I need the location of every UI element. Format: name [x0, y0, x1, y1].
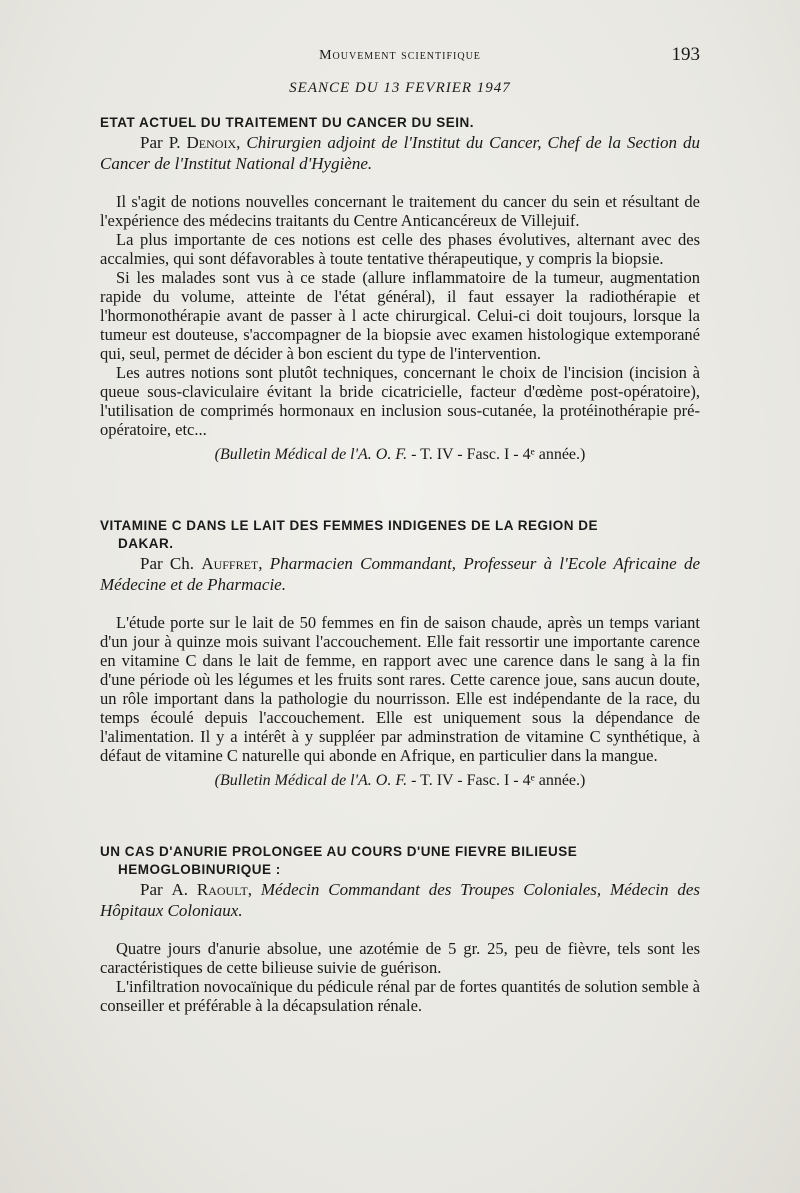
article-byline: [100, 879, 700, 921]
paragraph: Si les malades sont vus à ce stade (allure inflammatoire de la tumeur, augmentation rapide du volume, atteinte de l'état général), il faut essayer la radiothérapie et l'hormonothérapie avant de passer à l acte chirurgical. Celui-ci doit toujours, lorsque la tumeur est douteuse, s'accompagner de la biopsie avec examen histologique extemporané qui, seul, permet de décider à bon escient du type de l'intervention.: [100, 268, 700, 363]
article-title-continued: HEMOGLOBINURIQUE :: [118, 862, 281, 877]
article-title: UN CAS D'ANURIE PROLONGEE AU COURS D'UNE FIEVRE BILIEUSE: [100, 844, 578, 859]
source-journal: (Bulletin Médical de l'A. O. F.: [214, 446, 408, 463]
source-journal: (Bulletin Médical de l'A. O. F.: [214, 772, 408, 789]
article-anuria: [100, 843, 700, 1015]
source-citation: [100, 445, 700, 465]
author-name: Auffret,: [201, 554, 263, 573]
source-volume: - T. IV - Fasc. I - 4ᵉ année.): [407, 446, 586, 463]
author-name: A. Raoult,: [171, 880, 253, 899]
author-role: Pharmacien Commandant, Professeur à l'Ecole Africaine de Médecine et de Pharmacie.: [100, 554, 701, 594]
author-role: Chirurgien adjoint de l'Institut du Cancer, Chef de la Section du Cancer de l'Institut National d'Hygiène.: [100, 133, 701, 173]
paragraph: L'infiltration novocaïnique du pédicule rénal par de fortes quantités de solution semble à conseiller et préférable à la décapsulation rénale.: [100, 977, 700, 1015]
article-vitamin-c: [100, 517, 700, 791]
article-byline: [100, 132, 700, 174]
paragraph: L'étude porte sur le lait de 50 femmes en fin de saison chaude, après un temps variant d'un jour à quinze mois suivant l'accouchement. Elle fait ressortir une importante carence en vitamine C dans le lait de femme, en rapport avec une carence dans le sang à la fin d'une période où les légumes et les fruits sont rares. Cette carence joue, sans aucun doute, un rôle important dans la pathologie du nourrisson. Elle est indépendante de la race, du temps écoulé depuis l'accouchement. Elle est uniquement sous la dépendance de l'alimentation. Il y a intérêt à y suppléer par adminstration de vitamine C synthétique, à défaut de vitamine C naturelle qui abonde en Afrique, en particulier dans la mangue.: [100, 613, 700, 765]
byline-prefix: Par Ch.: [140, 554, 202, 573]
session-heading: SEANCE DU 13 FEVRIER 1947: [289, 80, 511, 96]
article-title-continued: DAKAR.: [118, 536, 174, 551]
paragraph: Quatre jours d'anurie absolue, une azotémie de 5 gr. 25, peu de fièvre, tels sont les caractéristiques de cette bilieuse suivie de guérison.: [100, 939, 700, 977]
page-number: 193: [671, 44, 700, 65]
article-title: ETAT ACTUEL DU TRAITEMENT DU CANCER DU SEIN.: [100, 115, 474, 130]
source-citation: [100, 771, 700, 791]
paragraph: Les autres notions sont plutôt techniques, concernant le choix de l'incision (incision à queue sous-claviculaire évitant la bride cicatricielle, facteur d'œdème post-opératoire), l'utilisation de comprimés hormonaux en inclusion sous-cutanée, la protéinothérapie pré-opératoire, etc...: [100, 363, 700, 439]
article-byline: [100, 553, 700, 595]
author-name: P. Denoix,: [168, 133, 241, 152]
byline-prefix: Par: [140, 133, 169, 152]
author-role: Médecin Commandant des Troupes Coloniales, Médecin des Hôpitaux Coloniaux.: [100, 880, 700, 920]
source-volume: - T. IV - Fasc. I - 4ᵉ année.): [407, 772, 586, 789]
paragraph: Il s'agit de notions nouvelles concernant le traitement du cancer du sein et résultant de l'expérience des médecins traitants du Centre Anticancéreux de Villejuif.: [100, 192, 700, 230]
byline-prefix: Par: [140, 880, 172, 899]
page-body: [100, 114, 700, 1015]
running-title: Mouvement scientifique: [319, 48, 481, 63]
page-header: [100, 44, 700, 72]
article-breast-cancer: [100, 114, 700, 465]
paragraph: La plus importante de ces notions est celle des phases évolutives, alternant avec des accalmies, qui sont défavorables à toute tentative thérapeutique, y compris la biopsie.: [100, 230, 700, 268]
article-title: VITAMINE C DANS LE LAIT DES FEMMES INDIGENES DE LA REGION DE: [100, 518, 599, 533]
